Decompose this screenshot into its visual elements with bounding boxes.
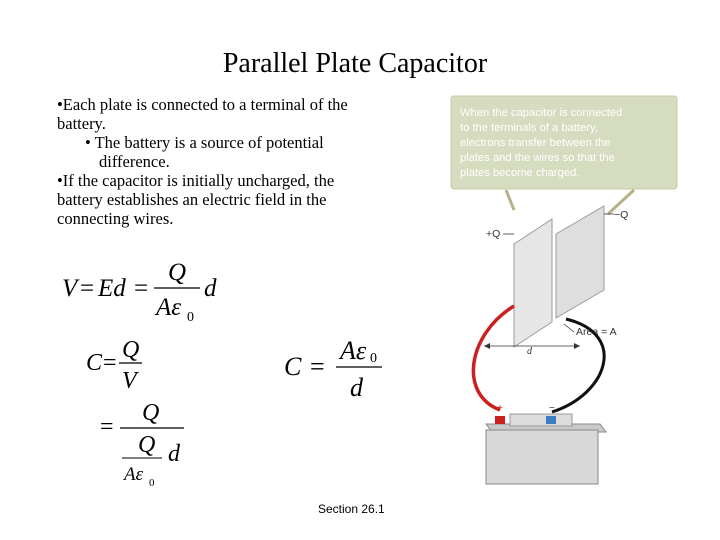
eq1-ed: Ed: [98, 275, 126, 302]
equation-voltage: [58, 255, 238, 332]
battery-minus-label: −: [549, 403, 555, 414]
right-plate: [556, 206, 604, 318]
eq3-denominator: d: [350, 373, 363, 402]
eq4-den-denominator: Aε: [124, 464, 144, 485]
caption-line-1: When the capacitor is connected: [460, 107, 623, 119]
bullet-battery-source: [57, 133, 357, 171]
eq2-equals: =: [103, 350, 117, 376]
eq1-denominator-sub: 0: [187, 310, 194, 325]
area-leader: [564, 324, 574, 332]
caption-line-4: plates and the wires so that the: [460, 152, 615, 164]
eq4-den-numerator: Q: [138, 432, 156, 458]
caption-line-3: electrons transfer between the: [460, 137, 611, 149]
battery-handle: [510, 414, 572, 426]
eq3-equals: =: [310, 352, 325, 381]
eq3-numerator: Aε: [340, 336, 367, 365]
plus-q-label: +Q: [486, 228, 501, 240]
eq1-denominator: Aε: [156, 294, 182, 321]
area-label: Area = A: [576, 326, 617, 338]
battery-body: [486, 430, 598, 484]
bullet-battery-source-main: • The battery is a source of potential: [85, 133, 324, 152]
eq1-lhs: V: [62, 275, 78, 302]
d-arrow-left: [484, 343, 490, 349]
eq1-numerator: Q: [168, 259, 187, 286]
caption-line-5: plates become charged.: [460, 167, 580, 179]
eq4-den-denominator-sub: 0: [149, 477, 155, 489]
caption-line-2: to the terminals of a battery,: [460, 122, 598, 134]
eq1-equals-2: =: [134, 275, 149, 302]
eq3-lhs: C: [284, 352, 302, 381]
d-label: d: [527, 346, 532, 357]
battery-positive-terminal: [495, 416, 505, 424]
d-arrow-right: [574, 343, 580, 349]
eq4-d: d: [168, 441, 180, 467]
bullet-plate-terminal: •Each plate is connected to a terminal of the battery.: [57, 95, 348, 133]
minus-q-label: −Q: [614, 209, 629, 221]
eq1-equals: =: [80, 275, 95, 302]
equation-substitution: [98, 398, 198, 495]
battery-plus-label: +: [497, 403, 503, 414]
equation-parallel-plate: [282, 336, 392, 407]
eq2-lhs: C: [86, 350, 103, 376]
equation-capacitance: [84, 335, 154, 402]
eq2-numerator: Q: [122, 337, 140, 363]
left-plate: [514, 219, 552, 347]
section-footer: Section 26.1: [318, 502, 385, 516]
positive-wire: [473, 306, 514, 410]
capacitor-battery-figure: [448, 94, 716, 499]
eq3-numerator-sub: 0: [370, 351, 377, 366]
bullet-battery-source-cont: difference.: [99, 152, 170, 171]
eq2-denominator: V: [122, 368, 137, 394]
eq1-d: d: [204, 275, 217, 302]
eq4-equals: =: [100, 414, 114, 440]
eq4-numerator: Q: [142, 400, 160, 426]
bullet-uncharged: •If the capacitor is initially uncharged, the battery establishes an electric field in the connecting wires.: [57, 171, 335, 228]
battery-negative-terminal: [546, 416, 556, 424]
caption-leader-left: [506, 190, 514, 210]
bullet-list: [57, 95, 357, 228]
slide-title: Parallel Plate Capacitor: [222, 48, 488, 79]
